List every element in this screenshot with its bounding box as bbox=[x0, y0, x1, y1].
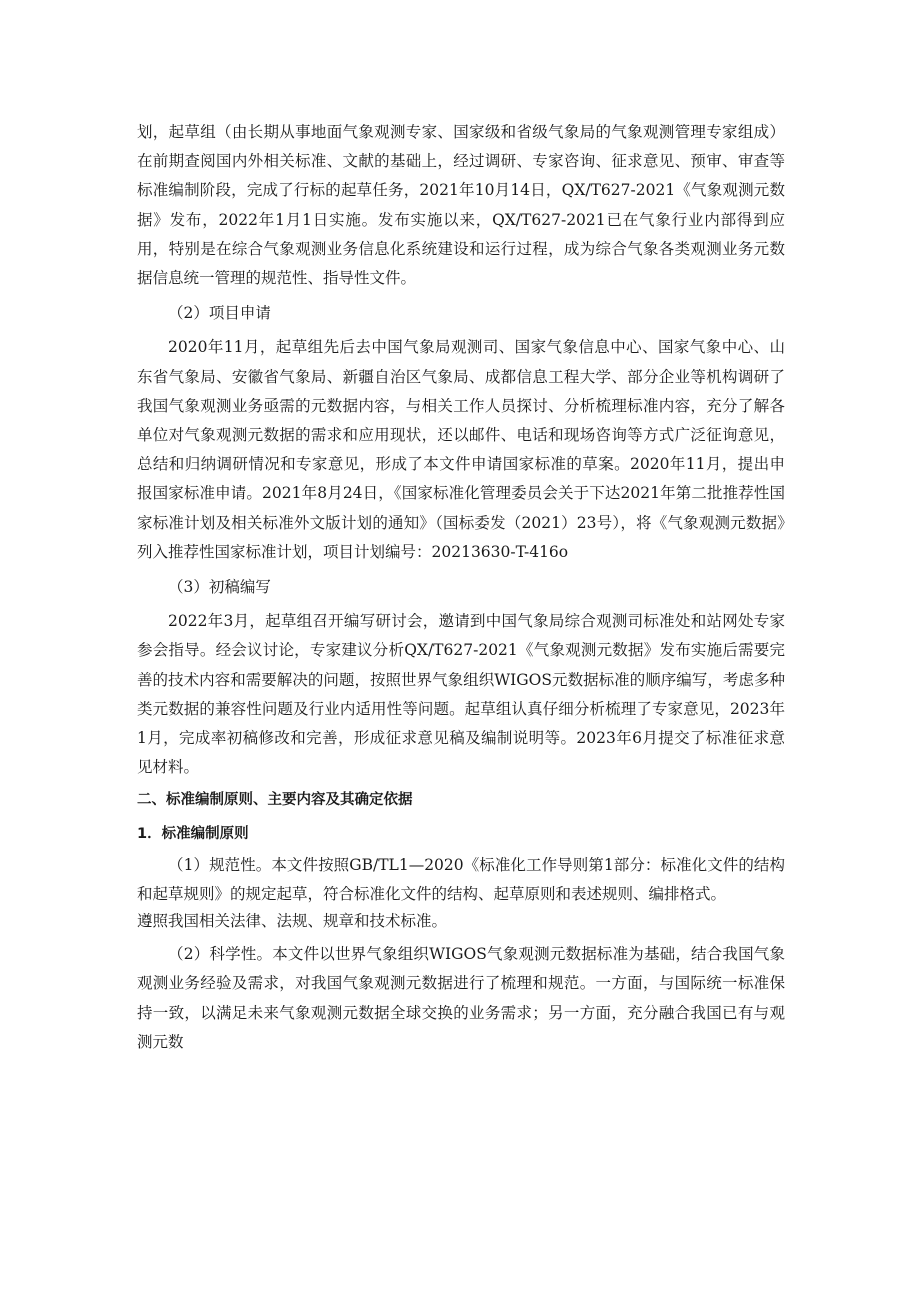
paragraph-compliance: 遵照我国相关法律、法规、规章和技术标准。 bbox=[137, 912, 448, 931]
paragraph-scientific: （2）科学性。本文件以世界气象组织WIGOS气象观测元数据标准为基础，结合我国气象观测业务经验及需求，对我国气象观测元数据进行了梳理和规范。一方面，与国际统一标准保持一致，以满足未来气象观测元数据全球交换的业务需求；另一方面，充分融合我国已有与观测元数 bbox=[137, 945, 785, 1051]
paragraph-normativity: （1）规范性。本文件按照GB/TL1—2020《标准化工作导则第1部分：标准化文件的结构和起草规则》的规定起草，符合标准化文件的结构、起草原则和表述规则、编排格式。 bbox=[137, 855, 785, 904]
document-body bbox=[137, 118, 785, 1057]
subsection-heading-principles: 1．标准编制原则 bbox=[137, 825, 249, 842]
section-heading-principles: 二、标准编制原则、主要内容及其确定依据 bbox=[137, 792, 413, 809]
paragraph-project-application: 2020年11月，起草组先后去中国气象局观测司、国家气象信息中心、国家气象中心、山东省气象局、安徽省气象局、新疆自治区气象局、成都信息工程大学、部分企业等机构调研了我国气象观测业务亟需的元数据内容，与相关工作人员探讨、分析梳理标准内容，充分了解各单位对气象观测元数据的需求和应用现状，还以邮件、电话和现场咨询等方式广泛征询意见，总结和归纳调研情况和专家意见，形成了本文件申请国家标准的草案。2020年11月，提出申报国家标准申请。2021年8月24日，《国家标准化管理委员会关于下达2021年第二批推荐性国家标准计划及相关标准外文版计划的通知》（国标委发（2021）23号），将《气象观测元数据》列入推荐性国家标准计划，项目计划编号：20213630-T-416o bbox=[137, 338, 785, 561]
subheading-first-draft: （3）初稿编写 bbox=[168, 578, 271, 597]
subheading-project-application: （2）项目申请 bbox=[168, 304, 271, 323]
paragraph-first-draft: 2022年3月，起草组召开编写研讨会，邀请到中国气象局综合观测司标准处和站网处专家参会指导。经会议讨论，专家建议分析QX/T627-2021《气象观测元数据》发布实施后需要完善的技术内容和需要解决的问题，按照世界气象组织WIGOS元数据标准的顺序编写，考虑多种类元数据的兼容性问题及行业内适用性等问题。起草组认真仔细分析梳理了专家意见，2023年1月，完成率初稿修改和完善，形成征求意见稿及编制说明等。2023年6月提交了标准征求意见材料。 bbox=[137, 612, 785, 777]
paragraph-drafting-background: 划，起草组（由长期从事地面气象观测专家、国家级和省级气象局的气象观测管理专家组成）在前期查阅国内外相关标准、文献的基础上，经过调研、专家咨询、征求意见、预审、审查等标准编制阶段，完成了行标的起草任务，2021年10月14日，QX/T627-2021《气象观测元数据》发布，2022年1月1日实施。发布实施以来，QX/T627-2021已在气象行业内部得到应用，特别是在综合气象观测业务信息化系统建设和运行过程，成为综合气象各类观测业务元数据信息统一管理的规范性、指导性文件。 bbox=[137, 123, 785, 288]
